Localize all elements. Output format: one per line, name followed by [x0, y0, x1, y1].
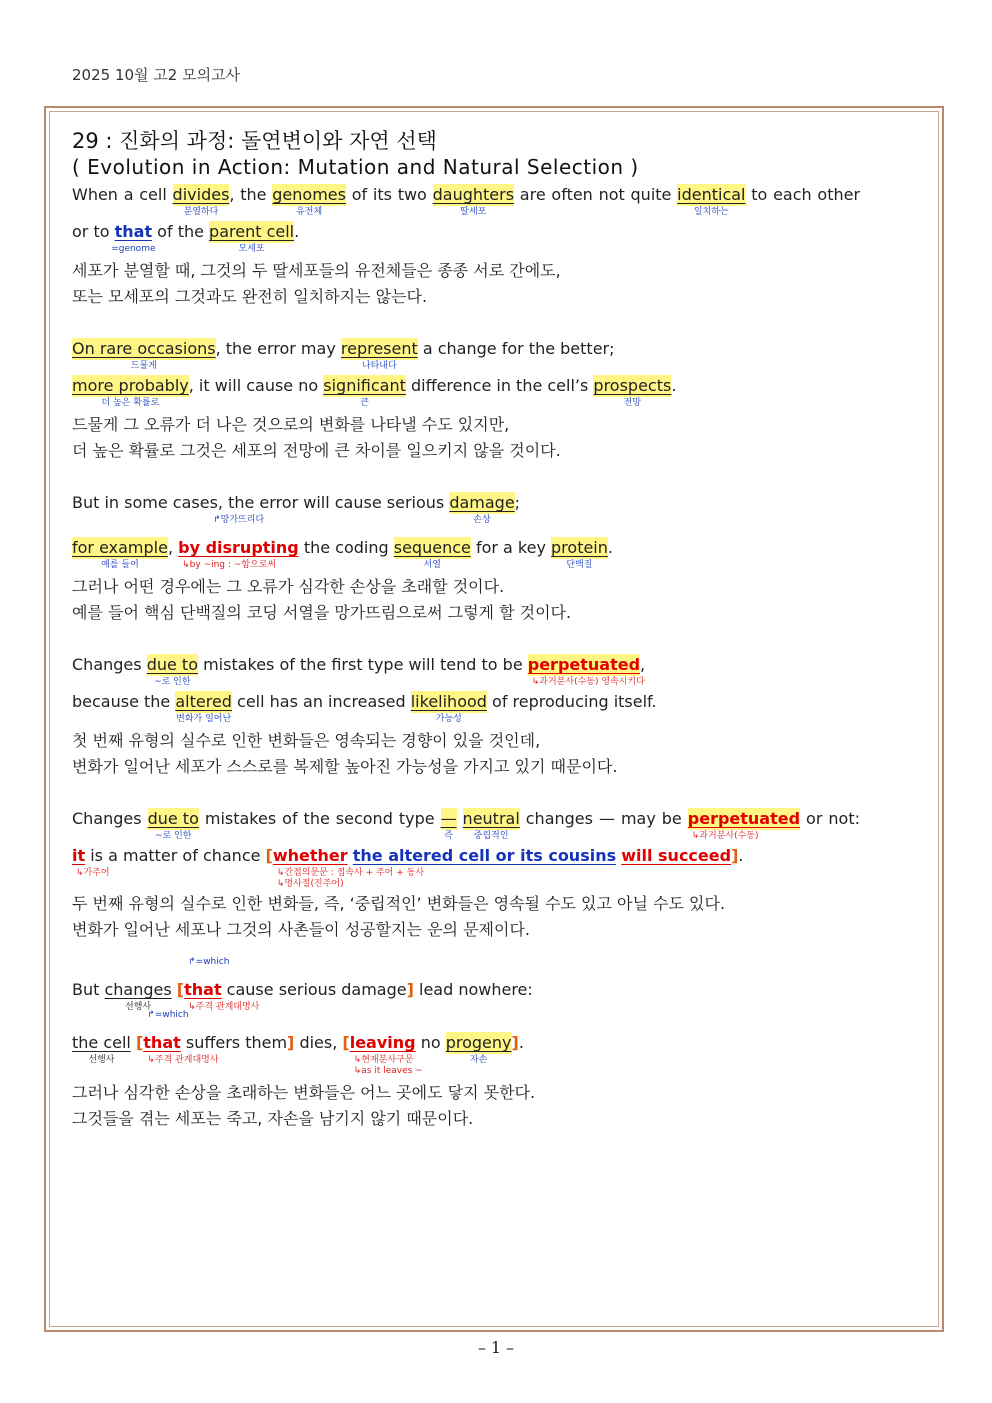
english-line [72, 691, 860, 728]
vocab-word: parent cell 모세포 [209, 222, 295, 254]
vocab-word: divides 분열하다 [172, 185, 230, 217]
vocab-word: On rare occasions 드물게 [72, 339, 216, 371]
grammar-note: ↳주격 관계대명사 [147, 1055, 219, 1065]
vocab-word: sequence 서열 [393, 538, 471, 570]
grammar-word: that ↱=which ↳주격 관계대명사 [143, 1010, 219, 1065]
bracket: [ [135, 1033, 144, 1052]
gloss: 중립적인 [473, 831, 509, 841]
vocab-word: due to ~로 인한 [146, 655, 198, 687]
text: or to [72, 222, 115, 241]
gloss: ~로 인한 [154, 677, 191, 687]
gloss: 드물게 [130, 361, 157, 371]
gloss: 자손 [469, 1055, 488, 1065]
korean-translation: 드물게 그 오류가 더 나은 것으로의 변화를 나타낼 수도 있지만, [72, 415, 510, 434]
text: mistakes of the first type will tend to be [197, 655, 528, 674]
text: is a matter of chance [85, 846, 266, 865]
passage-content [72, 128, 860, 1132]
korean-translation: 그러나 어떤 경우에는 그 오류가 심각한 손상을 초래할 것이다. [72, 577, 505, 596]
gloss: 가능성 [435, 714, 462, 724]
english-line [72, 375, 860, 412]
exam-header: 2025 10월 고2 모의고사 [72, 66, 241, 84]
page-number: – 1 – [477, 1338, 515, 1357]
vocab-word: — 즉 [440, 809, 457, 841]
korean-translation: 그것들을 겪는 세포는 죽고, 자손을 남기지 않기 때문이다. [72, 1109, 474, 1128]
korean-translation: 또는 모세포의 그것과도 완전히 일치하지는 않는다. [72, 287, 428, 306]
vocab-word: genomes 유전체 [272, 185, 346, 217]
gloss-above: ↱=which [188, 957, 230, 967]
text: dies, [294, 1033, 343, 1052]
english-line [72, 338, 860, 375]
gloss: 선행사 [125, 1002, 152, 1012]
gloss: 모세포 [238, 244, 265, 254]
gloss: 일치하는 [693, 207, 729, 217]
gloss: 손상 [473, 515, 491, 525]
vocab-word: progeny 자손 [445, 1033, 512, 1065]
vocab-word: altered 변화가 일어난 [175, 692, 232, 724]
gloss: 유전체 [296, 207, 323, 217]
grammar-note: ↳과거분사(수동) 영속시키다 [531, 677, 645, 687]
bracket: ] [511, 1033, 519, 1052]
antecedent-word: changes 선행사 [104, 980, 172, 1012]
english-line [72, 221, 860, 258]
grammar-word: perpetuated ↳과거분사(수동) 영속시키다 [527, 655, 645, 687]
grammar-note: ↳주격 관계대명사 [188, 1002, 260, 1012]
text: . [738, 846, 744, 865]
gloss-above: ↱망가뜨리다 [213, 515, 265, 525]
text: a change for the better; [417, 339, 615, 358]
grammar-note: ↳현재분사구문 [353, 1055, 414, 1065]
text: . [294, 222, 300, 241]
vocab-word: significant 큰 [323, 376, 406, 408]
gloss: 즉 [444, 831, 453, 841]
text: , [167, 538, 179, 557]
korean-translation: 변화가 일어난 세포가 스스로를 복제할 높아진 가능성을 가지고 있기 때문이다. [72, 757, 618, 776]
grammar-word: leaving ↳현재분사구문 ↳as it leaves ~ [349, 1033, 423, 1076]
bracket: ] [287, 1033, 295, 1052]
text: of the [152, 222, 210, 241]
bracket: ] [406, 980, 414, 999]
korean-translation: 두 번째 유형의 실수로 인한 변화들, 즉, ‘중립적인’ 변화들은 영속될 수도 있고 아닐 수도 있다. [72, 894, 726, 913]
bracket: ] [731, 846, 739, 865]
text: are often not quite [514, 185, 678, 204]
gloss: =genome [111, 244, 156, 254]
vocab-word: likelihood 가능성 [410, 692, 487, 724]
gloss: 분열하다 [183, 207, 219, 217]
text: , [640, 655, 646, 674]
vocab-word: for example 예를 들어 [72, 538, 168, 570]
bracket: [ [342, 1033, 350, 1052]
vocab-word: due to ~로 인한 [147, 809, 199, 841]
korean-translation: 더 높은 확률로 그것은 세포의 전망에 큰 차이를 일으키지 않을 것이다. [72, 441, 561, 460]
korean-translation: 변화가 일어난 세포나 그것의 사촌들이 성공할지는 운의 문제이다. [72, 920, 531, 939]
text: because the [72, 692, 176, 711]
text: difference in the cell’s [405, 376, 594, 395]
text: for a key [470, 538, 552, 557]
gloss: ~로 인한 [154, 831, 192, 841]
english-line [72, 654, 860, 691]
bracket: [ [265, 846, 273, 865]
vocab-word: identical 일치하는 [677, 185, 746, 217]
korean-translation: 예를 들어 핵심 단백질의 코딩 서열을 망가뜨림으로써 그렇게 할 것이다. [72, 603, 572, 622]
text: , the [229, 185, 273, 204]
english-line [72, 808, 860, 845]
text: . [671, 376, 677, 395]
vocab-word: represent 나타내다 [340, 339, 418, 371]
text: of its two [345, 185, 433, 204]
text: ; [514, 493, 521, 512]
gloss: 서열 [423, 560, 441, 570]
grammar-note: ↳명사절(진주어) [276, 879, 344, 889]
vocab-word: neutral 중립적인 [462, 809, 520, 841]
text: , the error may [215, 339, 341, 358]
grammar-word: by disrupting ↱망가뜨리다 ↳by ~ing : ~함으로써 [178, 515, 299, 570]
gloss: 변화가 일어난 [176, 714, 232, 724]
vocab-word: more probably 더 높은 확률로 [72, 376, 189, 408]
text: of reproducing itself. [486, 692, 657, 711]
gloss: 전망 [623, 398, 642, 408]
grammar-word: perpetuated ↳과거분사(수동) [687, 809, 801, 841]
text: Changes [72, 809, 148, 828]
gloss: 단백질 [566, 560, 593, 570]
text: But in some cases, the error will cause serious [72, 493, 450, 512]
english-line [72, 1010, 860, 1080]
gloss-above: ↱=which [147, 1010, 189, 1020]
grammar-word: that =genome [111, 222, 156, 254]
gloss: 나타내다 [361, 361, 397, 371]
text: mistakes of the second type [198, 809, 441, 828]
english-line [72, 957, 860, 1016]
text: cell has an increased [231, 692, 411, 711]
bracket: [ [176, 980, 185, 999]
vocab-word: damage 손상 [449, 493, 515, 525]
grammar-note: ↳by ~ing : ~함으로써 [182, 560, 277, 570]
text: Changes [72, 655, 147, 674]
grammar-word: that ↱=which ↳주격 관계대명사 [184, 957, 260, 1012]
korean-translation: 그러나 심각한 손상을 초래하는 변화들은 어느 곳에도 닿지 못한다. [72, 1083, 536, 1102]
text: or not: [800, 809, 860, 828]
text: . [518, 1033, 524, 1052]
vocab-word: protein 단백질 [551, 538, 608, 570]
grammar-note: ↳과거분사(수동) [691, 831, 759, 841]
text: changes — may be [519, 809, 688, 828]
title-english: ( Evolution in Action: Mutation and Natural Selection ) [72, 155, 639, 179]
text: lead nowhere: [413, 980, 533, 999]
text: . [607, 538, 613, 557]
text: When a cell [72, 185, 173, 204]
gloss: 딸세포 [460, 207, 487, 217]
vocab-word: daughters 딸세포 [432, 185, 515, 217]
text: suffers them [180, 1033, 288, 1052]
grammar-note: ↳가주어 [76, 868, 110, 878]
gloss: 선행사 [88, 1055, 115, 1065]
text: cause serious damage [221, 980, 407, 999]
text: no [415, 1033, 446, 1052]
vocab-word: prospects 전망 [593, 376, 672, 408]
grammar-note: ↳간접의문문 : 접속사 + 주어 + 동사 [276, 868, 425, 878]
english-line [72, 492, 860, 529]
gloss: 예를 들어 [101, 560, 139, 570]
grammar-word: whether ↳간접의문문 : 접속사 + 주어 + 동사 ↳명사절(진주어) [272, 846, 425, 889]
antecedent-word: the cell 선행사 [72, 1033, 131, 1065]
korean-translation: 첫 번째 유형의 실수로 인한 변화들은 영속되는 경향이 있을 것인데, [72, 731, 541, 750]
text: But [72, 980, 105, 999]
text: the coding [298, 538, 394, 557]
grammar-note: ↳as it leaves ~ [353, 1066, 423, 1076]
korean-translation: 세포가 분열할 때, 그것의 두 딸세포들의 유전체들은 종종 서로 간에도, [72, 261, 561, 280]
gloss: 더 높은 확률로 [101, 398, 160, 408]
english-line [72, 184, 860, 221]
text: , it will cause no [188, 376, 324, 395]
text: to each other [745, 185, 861, 204]
subject-phrase: the altered cell or its cousins [352, 846, 617, 865]
grammar-word: it ↳가주어 [72, 846, 110, 878]
english-line [72, 845, 860, 891]
gloss: 큰 [360, 398, 369, 408]
title-korean: 29 : 진화의 과정: 돌연변이와 자연 선택 [72, 129, 437, 153]
verb-phrase: will succeed [621, 846, 732, 865]
